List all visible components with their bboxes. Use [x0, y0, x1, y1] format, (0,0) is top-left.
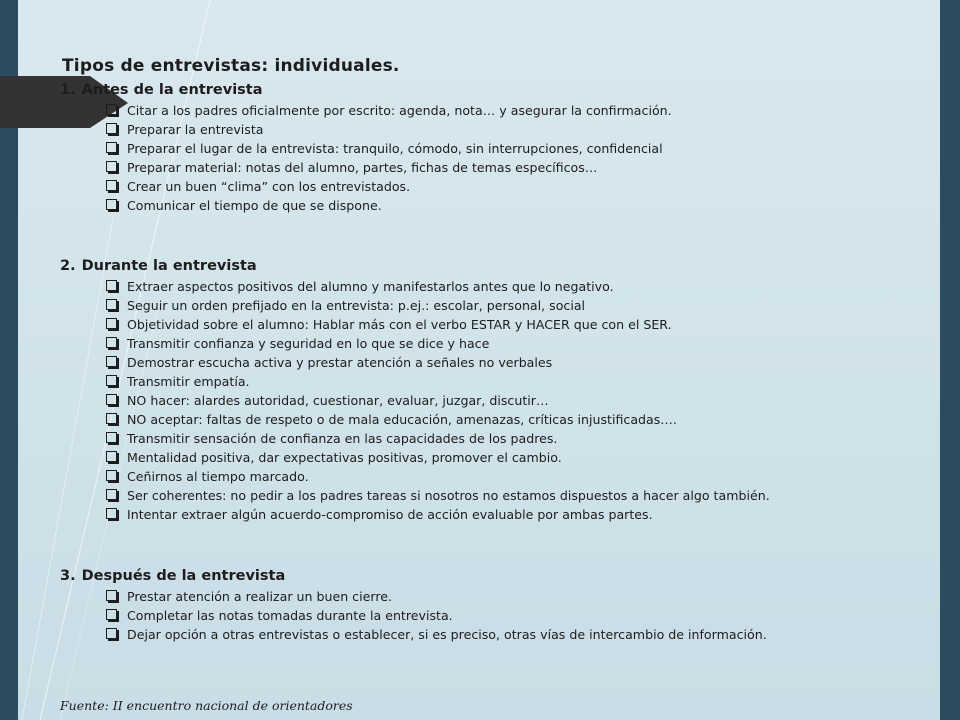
checkbox-bullet-icon — [106, 199, 117, 210]
list-item — [106, 505, 770, 524]
source-note: Fuente: II encuentro nacional de orientadores — [60, 698, 353, 713]
list-item-text: Transmitir empatía. — [127, 374, 250, 389]
checkbox-bullet-icon — [106, 508, 117, 519]
list-item — [106, 277, 770, 296]
checkbox-bullet-icon — [106, 451, 117, 462]
section-list-durante — [106, 277, 770, 524]
list-item — [106, 334, 770, 353]
list-item — [106, 587, 767, 606]
section-heading-antes — [60, 82, 263, 98]
list-item-text: Objetividad sobre el alumno: Hablar más con el verbo ESTAR y HACER que con el SER. — [127, 317, 672, 332]
checkbox-bullet-icon — [106, 104, 117, 115]
list-item-text: Ser coherentes: no pedir a los padres tareas si nosotros no estamos dispuestos a hacer algo también. — [127, 488, 770, 503]
list-item-text: Preparar el lugar de la entrevista: tranquilo, cómodo, sin interrupciones, confidencial — [127, 141, 663, 156]
checkbox-bullet-icon — [106, 375, 117, 386]
list-item — [106, 139, 672, 158]
section-number: 1. — [60, 82, 76, 98]
checkbox-bullet-icon — [106, 628, 117, 639]
list-item — [106, 410, 770, 429]
list-item — [106, 429, 770, 448]
checkbox-bullet-icon — [106, 356, 117, 367]
slide-title: Tipos de entrevistas: individuales. — [62, 56, 400, 76]
list-item — [106, 467, 770, 486]
list-item-text: Seguir un orden prefijado en la entrevista: p.ej.: escolar, personal, social — [127, 298, 586, 313]
list-item-text: Demostrar escucha activa y prestar atención a señales no verbales — [127, 355, 553, 370]
checkbox-bullet-icon — [106, 299, 117, 310]
list-item-text: Comunicar el tiempo de que se dispone. — [127, 198, 382, 213]
checkbox-bullet-icon — [106, 590, 117, 601]
list-item — [106, 372, 770, 391]
section-number: 3. — [60, 568, 76, 584]
checkbox-bullet-icon — [106, 337, 117, 348]
section-heading-text: Después de la entrevista — [81, 568, 286, 584]
checkbox-bullet-icon — [106, 394, 117, 405]
section-list-antes — [106, 101, 672, 215]
list-item — [106, 158, 672, 177]
checkbox-bullet-icon — [106, 470, 117, 481]
list-item-text: Ceñirnos al tiempo marcado. — [127, 469, 309, 484]
section-heading-text: Antes de la entrevista — [81, 82, 263, 98]
list-item — [106, 120, 672, 139]
list-item-text: Prestar atención a realizar un buen cierre. — [127, 589, 392, 604]
checkbox-bullet-icon — [106, 123, 117, 134]
list-item-text: Completar las notas tomadas durante la entrevista. — [127, 608, 453, 623]
list-item-text: Citar a los padres oficialmente por escrito: agenda, nota… y asegurar la confirmación. — [127, 103, 672, 118]
list-item-text: Crear un buen “clima” con los entrevistados. — [127, 179, 411, 194]
checkbox-bullet-icon — [106, 489, 117, 500]
list-item — [106, 196, 672, 215]
list-item — [106, 391, 770, 410]
list-item-text: Dejar opción a otras entrevistas o establecer, si es preciso, otras vías de intercambio de información. — [127, 627, 767, 642]
list-item-text: Transmitir sensación de confianza en las capacidades de los padres. — [127, 431, 558, 446]
list-item-text: Mentalidad positiva, dar expectativas positivas, promover el cambio. — [127, 450, 562, 465]
checkbox-bullet-icon — [106, 432, 117, 443]
checkbox-bullet-icon — [106, 413, 117, 424]
section-heading-durante — [60, 258, 257, 274]
section-number: 2. — [60, 258, 76, 274]
checkbox-bullet-icon — [106, 318, 117, 329]
section-heading-despues — [60, 568, 285, 584]
list-item — [106, 177, 672, 196]
checkbox-bullet-icon — [106, 161, 117, 172]
list-item — [106, 448, 770, 467]
list-item — [106, 625, 767, 644]
list-item — [106, 486, 770, 505]
list-item-text: NO aceptar: faltas de respeto o de mala educación, amenazas, críticas injustificadas…. — [127, 412, 677, 427]
list-item-text: Extraer aspectos positivos del alumno y manifestarlos antes que lo negativo. — [127, 279, 614, 294]
checkbox-bullet-icon — [106, 142, 117, 153]
section-heading-text: Durante la entrevista — [81, 258, 257, 274]
list-item-text: Intentar extraer algún acuerdo-compromiso de acción evaluable por ambas partes. — [127, 507, 653, 522]
list-item — [106, 296, 770, 315]
list-item — [106, 101, 672, 120]
section-list-despues — [106, 587, 767, 644]
checkbox-bullet-icon — [106, 280, 117, 291]
checkbox-bullet-icon — [106, 609, 117, 620]
list-item-text: Preparar la entrevista — [127, 122, 264, 137]
checkbox-bullet-icon — [106, 180, 117, 191]
list-item-text: Preparar material: notas del alumno, partes, fichas de temas específicos… — [127, 160, 598, 175]
list-item-text: Transmitir confianza y seguridad en lo que se dice y hace — [127, 336, 490, 351]
list-item — [106, 606, 767, 625]
list-item — [106, 353, 770, 372]
list-item-text: NO hacer: alardes autoridad, cuestionar, evaluar, juzgar, discutir… — [127, 393, 549, 408]
list-item — [106, 315, 770, 334]
